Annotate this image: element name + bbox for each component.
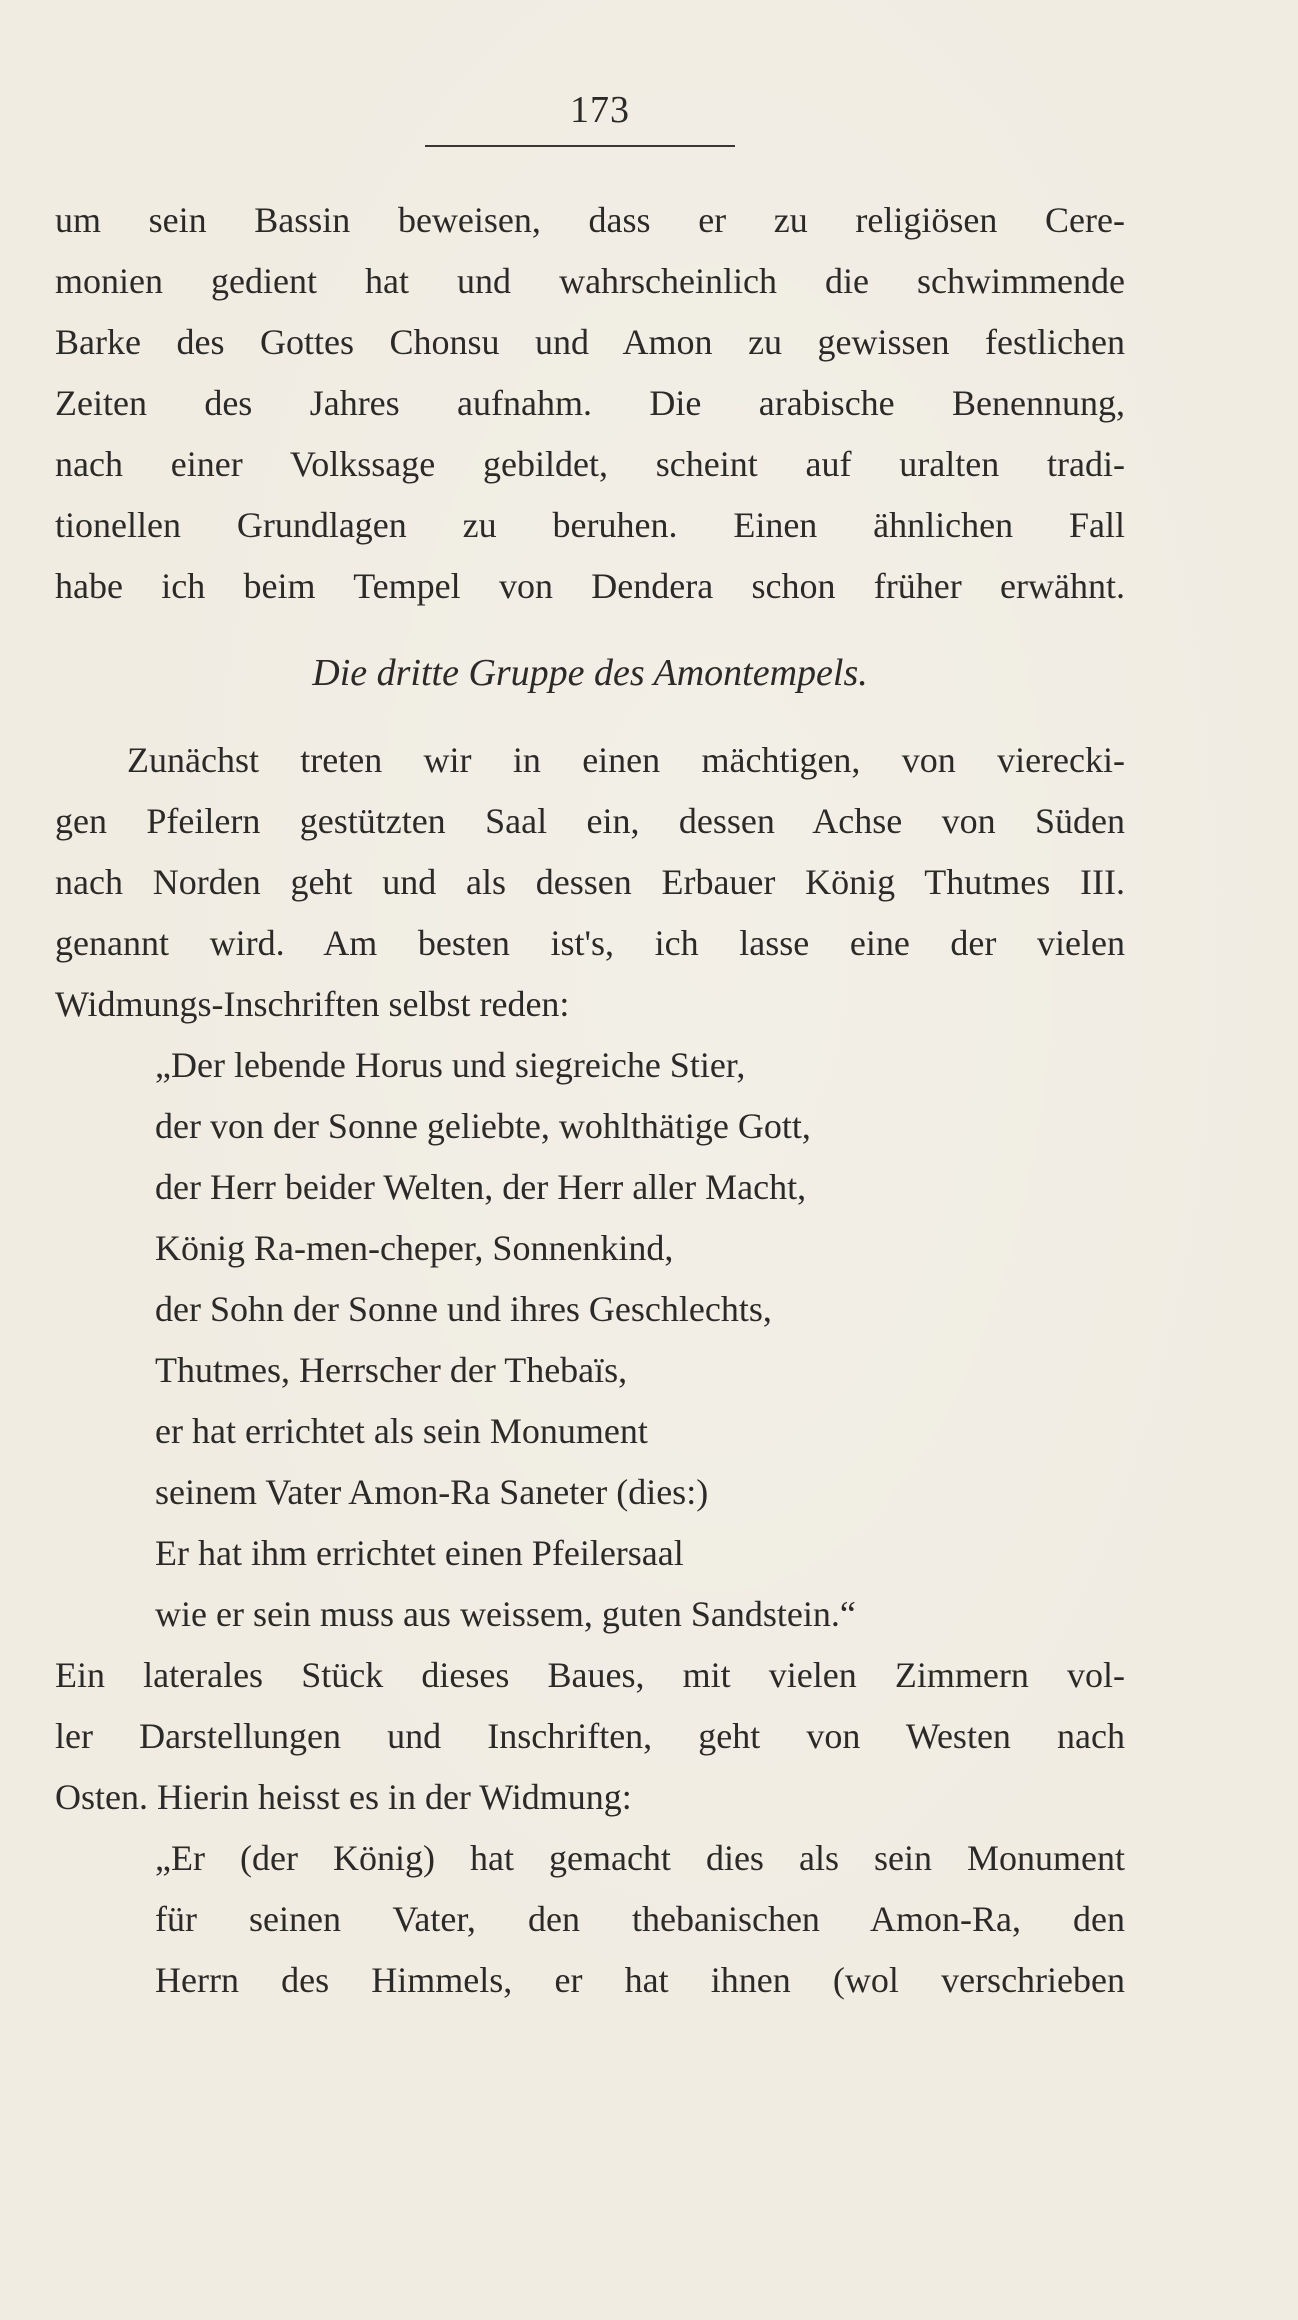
verse-line: seinem Vater Amon-Ra Saneter (dies:) [155, 1472, 709, 1512]
text-line: monien gedient hat und wahrscheinlich die schwimmende [55, 261, 1125, 301]
verse-line: er hat errichtet als sein Monument [155, 1411, 648, 1451]
verse-line: für seinen Vater, den thebanischen Amon-Ra, den [155, 1899, 1125, 1939]
text-line: Zeiten des Jahres aufnahm. Die arabische Benennung, [55, 383, 1125, 423]
text-line: Ein laterales Stück dieses Baues, mit vielen Zimmern vol- [55, 1655, 1125, 1695]
text-line: nach einer Volkssage gebildet, scheint auf uralten tradi- [55, 444, 1125, 484]
text-line: Widmungs-Inschriften selbst reden: [55, 984, 570, 1024]
text-line: habe ich beim Tempel von Dendera schon früher erwähnt. [55, 566, 1125, 606]
section-heading: Die dritte Gruppe des Amontempels. [312, 652, 868, 694]
text-line: tionellen Grundlagen zu beruhen. Einen ähnlichen Fall [55, 505, 1125, 545]
text-line: nach Norden geht und als dessen Erbauer König Thutmes III. [55, 862, 1125, 902]
text-line: Osten. Hierin heisst es in der Widmung: [55, 1777, 632, 1817]
verse-line: der Herr beider Welten, der Herr aller Macht, [155, 1167, 807, 1207]
verse-line: Herrn des Himmels, er hat ihnen (wol verschrieben [155, 1960, 1125, 2000]
verse-line: der Sohn der Sonne und ihres Geschlechts, [155, 1289, 772, 1329]
text-line: ler Darstellungen und Inschriften, geht von Westen nach [55, 1716, 1125, 1756]
verse-line: Er hat ihm errichtet einen Pfeilersaal [155, 1533, 684, 1573]
verse-line: „Der lebende Horus und siegreiche Stier, [155, 1045, 746, 1085]
page-number: 173 [570, 89, 630, 131]
verse-line: wie er sein muss aus weissem, guten Sandstein.“ [155, 1594, 856, 1634]
text-line: gen Pfeilern gestützten Saal ein, dessen Achse von Süden [55, 801, 1125, 841]
text-line: Zunächst treten wir in einen mächtigen, von vierecki- [127, 740, 1125, 780]
text-line: genannt wird. Am besten ist's, ich lasse eine der vielen [55, 923, 1125, 963]
verse-line: der von der Sonne geliebte, wohlthätige Gott, [155, 1106, 811, 1146]
header-rule [425, 145, 735, 147]
verse-line: „Er (der König) hat gemacht dies als sein Monument [155, 1838, 1125, 1878]
verse-line: Thutmes, Herrscher der Thebaïs, [155, 1350, 628, 1390]
verse-line: König Ra-men-cheper, Sonnenkind, [155, 1228, 674, 1268]
text-line: Barke des Gottes Chonsu und Amon zu gewissen festlichen [55, 322, 1125, 362]
body-text [55, 190, 1125, 2011]
text-line: um sein Bassin beweisen, dass er zu religiösen Cere- [55, 200, 1125, 240]
